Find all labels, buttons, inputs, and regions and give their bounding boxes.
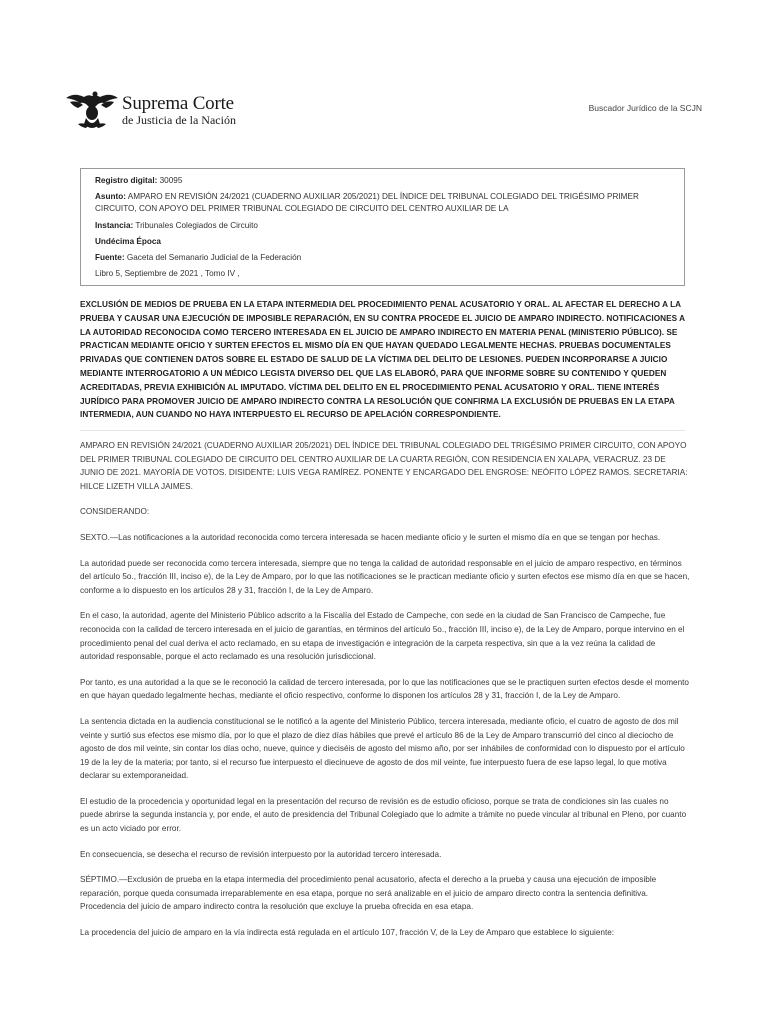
instancia-value: Tribunales Colegiados de Circuito [135, 220, 258, 230]
registro-label: Registro digital: [95, 176, 158, 185]
paragraph: La procedencia del juicio de amparo en la vía indirecta está regulada en el artículo 107, fracción V, de la Ley de Amparo que establece lo siguiente: [80, 928, 615, 938]
paragraph: La sentencia dictada en la audiencia constitucional se le notificó a la agente del Ministerio Público, tercera interesada, mediante oficio, el cuatro de agosto de dos mil veinte y surtió sus efectos ese mismo día, por lo que el plazo de diez días hábiles que prevé el artículo 86 de la Ley de Amparo transcurrió del cinco al dieciocho de agosto de dos mil veinte, sin contar los días ocho, nueve, quince y dieciséis de agosto del mismo año, por ser inhábiles de conformidad con lo dispuesto por el artículo 19 de la ley de la materia; por tanto, si el recurso fue interpuesto el diecinueve de agosto de dos mil veinte, fue interpuesto fuera de ese lapso legal, lo que motiva declarar su extemporaneidad. [80, 716, 685, 781]
fuente-row [95, 252, 670, 264]
asunto-value: AMPARO EN REVISIÓN 24/2021 (CUADERNO AUXILIAR 205/2021) DEL ÍNDICE DEL TRIBUNAL COLEGIADO DEL TRIGÉSIMO PRIMER CIRCUITO, CON APOYO DEL PRIMER TRIBUNAL COLEGIADO DE CIRCUITO DEL CENTRO AUXILIAR DE LA [95, 192, 639, 214]
registro-row [95, 175, 670, 187]
paragraph: Por tanto, es una autoridad a la que se le reconoció la calidad de tercero interesada, por lo que las notificaciones que se le practiquen surten efectos desde el momento en que hayan quedado legalmente hechas, mediante el oficio respectivo, conforme lo disponen los artículos 28 y 31, fracción I, de la Ley de Amparo. [80, 677, 689, 701]
page-header [0, 0, 768, 150]
instancia-label: Instancia: [95, 220, 134, 230]
registro-value: 30095 [159, 176, 183, 185]
instancia-row [95, 220, 670, 232]
paragraph: El estudio de la procedencia y oportunidad legal en la presentación del recurso de revisión es de estudio oficioso, porque se trata de condiciones sin las cuales no puede abrirse la segunda instancia y, por ende, el auto de presidencia del Tribunal Colegiado que lo admite a trámite no puede vincular al tribunal en Pleno, por cuanto es un acto viciado por error. [80, 796, 687, 834]
metadata-box [80, 168, 685, 286]
body-text [80, 439, 690, 952]
libro-row: Libro 5, Septiembre de 2021 , Tomo IV , [95, 269, 240, 279]
divider [80, 430, 685, 431]
paragraph: En el caso, la autoridad, agente del Ministerio Público adscrito a la Fiscalía del Estado de Campeche, con sede en la ciudad de San Francisco de Campeche, fue reconocida con la calidad de tercero interesada en el juicio de garantías, en términos del artículo 5o., fracción III, inciso e), de la Ley de Amparo, porque intervino en el procedimiento penal del cual deriva el acto reclamado, en su etapa de investigación e integración de la carpeta respectiva, sin que a la vez reúna la calidad de autoridad responsable, porque el acto reclamado es una resolución jurisdiccional. [80, 611, 685, 662]
fuente-value: Gaceta del Semanario Judicial de la Federación [126, 253, 302, 263]
fuente-label: Fuente: [95, 253, 125, 263]
paragraph: SÉPTIMO.—Exclusión de prueba en la etapa intermedia del procedimiento penal acusatorio, afecta el derecho a la prueba y causa una ejecución de imposible reparación, porque queda consumada irreparablemente en esa etapa, porque no será analizable en el juicio de amparo directo contra la sentencia definitiva. Procedencia del juicio de amparo indirecto contra la resolución que excluye la prueba ofrecida en esa etapa. [80, 875, 657, 912]
paragraph: En consecuencia, se desecha el recurso de revisión interpuesto por la autoridad tercero interesada. [80, 849, 442, 859]
paragraph: SEXTO.—Las notificaciones a la autoridad reconocida como tercera interesada se hacen mediante oficio y le surten el mismo día en que se tengan por hechas. [80, 532, 661, 542]
logo-title: Suprema Corte [122, 93, 234, 114]
paragraph: CONSIDERANDO: [80, 507, 150, 517]
thesis-summary: EXCLUSIÓN DE MEDIOS DE PRUEBA EN LA ETAPA INTERMEDIA DEL PROCEDIMIENTO PENAL ACUSATORIO Y ORAL. AL AFECTAR EL DERECHO A LA PRUEBA Y CAUSAR UNA EJECUCIÓN DE IMPOSIBLE REPARACIÓN, EN SU CONTRA PROCEDE EL JUICIO DE AMPARO INDIRECTO. NOTIFICACIONES A LA AUTORIDAD RECONOCIDA COMO TERCERO INTERESADA EN EL JUICIO DE AMPARO INDIRECTO EN MATERIA PENAL (MINISTERIO PÚBLICO). SE PRACTICAN MEDIANTE OFICIO Y SURTEN EFECTOS EL MISMO DÍA EN QUE HAYAN QUEDADO LEGALMENTE HECHAS. PRUEBAS DOCUMENTALES PRIVADAS QUE CONTIENEN DATOS SOBRE EL ESTADO DE SALUD DE LA VÍCTIMA DEL DELITO DE LESIONES. PUEDEN INCORPORARSE A JUICIO MEDIANTE INTERROGATORIO A UN MÉDICO LEGISTA DIVERSO DEL QUE LAS ELABORÓ, PARA QUE INFORME SOBRE SU CONTENIDO Y QUEDEN ACREDITADAS, PREVIA EXHIBICIÓN AL IMPUTADO. VÍCTIMA DEL DELITO EN EL PROCEDIMIENTO PENAL ACUSATORIO Y ORAL. TIENE INTERÉS JURÍDICO PARA PROMOVER JUICIO DE AMPARO INDIRECTO CONTRA LA RESOLUCIÓN QUE CONFIRMA LA EXCLUSIÓN DE PRUEBAS EN LA ETAPA INTERMEDIA, AUN CUANDO NO HAYA INTERPUESTO EL RECURSO DE APELACIÓN CORRESPONDIENTE. [80, 300, 685, 420]
paragraph: La autoridad puede ser reconocida como tercera interesada, siempre que no tenga la calidad de autoridad responsable en el juicio de amparo respectivo, en términos del artículo 5o., fracción III, inciso e), de la Ley de Amparo, por lo que las notificaciones se le practican mediante oficio y surten efectos ese mismo día en que se hacen, conforme a lo dispuesto en los artículos 28 y 31, fracción I, de la Ley de Amparo. [80, 558, 690, 595]
buscador-link[interactable]: Buscador Jurídico de la SCJN [588, 103, 702, 113]
epoca-label: Undécima Época [95, 236, 161, 246]
epoca-row [95, 236, 670, 248]
logo-subtitle: de Justicia de la Nación [122, 113, 236, 127]
eagle-emblem-icon [64, 88, 120, 132]
asunto-label: Asunto: [95, 192, 126, 202]
paragraph: AMPARO EN REVISIÓN 24/2021 (CUADERNO AUXILIAR 205/2021) DEL ÍNDICE DEL TRIBUNAL COLEGIADO DEL TRIGÉSIMO PRIMER CIRCUITO, CON APOYO DEL PRIMER TRIBUNAL COLEGIADO DE CIRCUITO DEL CENTRO AUXILIAR DE LA CUARTA REGIÓN, CON RESIDENCIA EN XALAPA, VERACRUZ. 23 DE JUNIO DE 2021. MAYORÍA DE VOTOS. DISIDENTE: LUIS VEGA RAMÍREZ. PONENTE Y ENCARGADO DEL ENGROSE: NEÓFITO LÓPEZ RAMOS. SECRETARIA: HILCE LIZETH VILLA JAIMES. [80, 441, 688, 491]
asunto-row [95, 191, 670, 215]
scjn-logo[interactable] [64, 88, 236, 132]
